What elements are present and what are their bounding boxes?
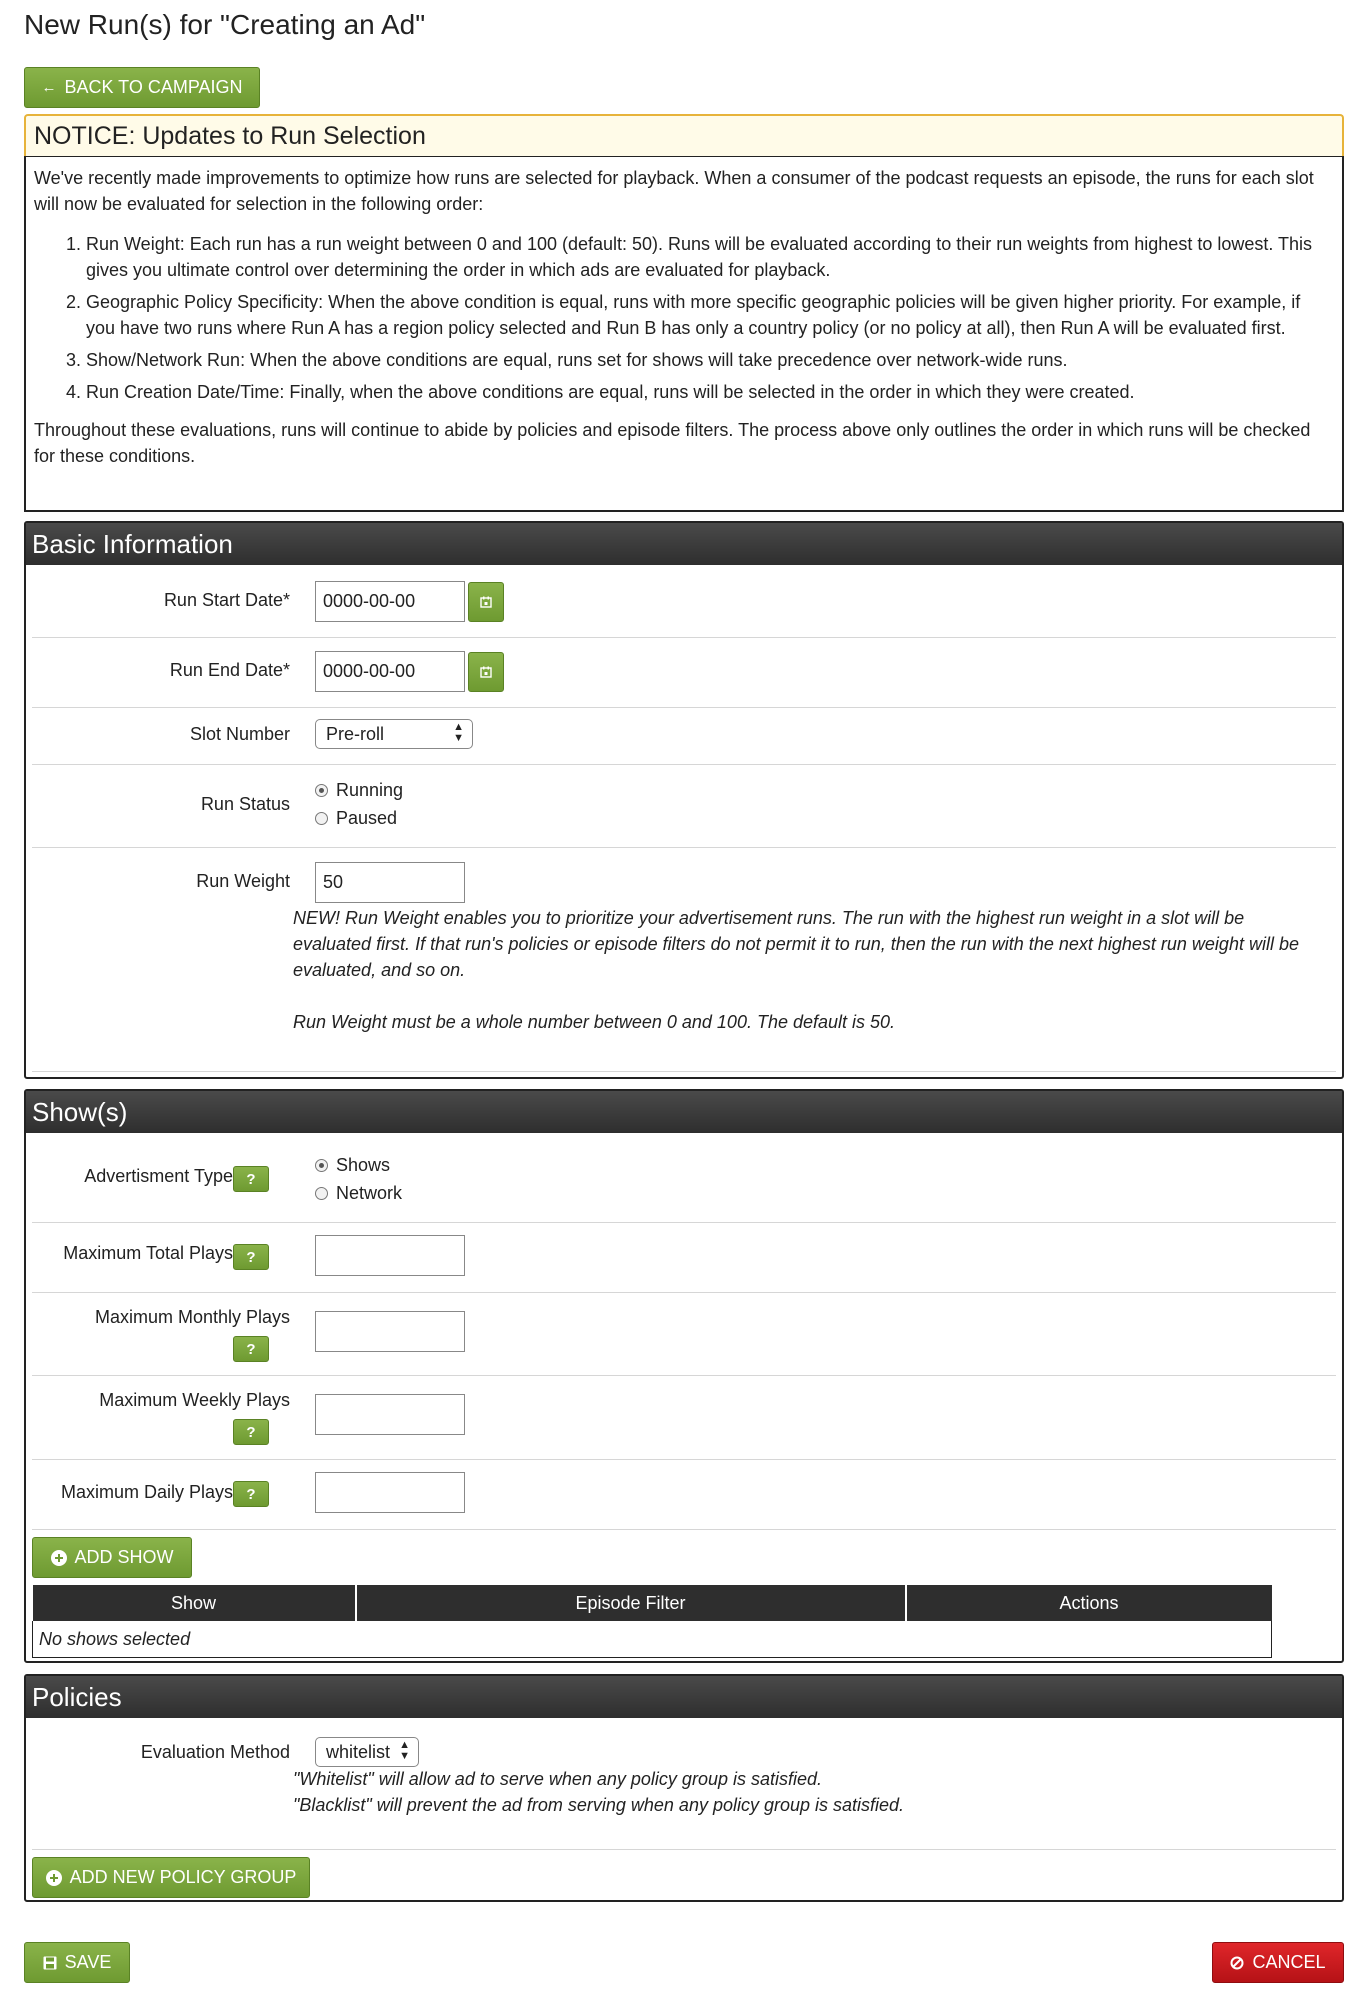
help-icon[interactable]: ? [233,1336,269,1362]
notice-term: Show/Network Run: [86,350,246,370]
run-start-date-label: Run Start Date* [163,590,290,610]
notice-body [24,156,1344,512]
notice-text: When the above condition is equal, runs with more specific geographic policies will be given higher priority. For example, if you have two runs where Run A has a region policy selected and Run B has only a country policy (or no policy at all), then Run A will be evaluated first. [86,292,1301,338]
blacklist-help-text: "Blacklist" will prevent the ad from serving when any policy group is satisfied. [293,1795,905,1815]
list-item [86,289,1334,341]
maximum-daily-plays-input[interactable] [315,1472,465,1513]
list-item [86,347,1334,373]
maximum-monthly-plays-row [32,1292,1336,1376]
radio-label: Paused [336,808,398,828]
back-to-campaign-label: BACK TO CAMPAIGN [64,77,243,97]
calendar-icon[interactable] [468,582,504,622]
run-status-paused-radio[interactable] [315,808,397,829]
back-to-campaign-button[interactable] [24,67,260,108]
help-icon[interactable]: ? [233,1419,269,1445]
notice-term: Run Creation Date/Time: [86,382,285,402]
column-header-show[interactable]: Show [33,1585,356,1621]
shows-panel [24,1089,1344,1663]
radio-label: Running [336,780,404,800]
evaluation-method-label: Evaluation Method [140,1742,290,1762]
advertisement-type-row [32,1135,1336,1223]
maximum-weekly-plays-input[interactable] [315,1394,465,1435]
notice-term: Run Weight: [86,234,185,254]
whitelist-help-text: "Whitelist" will allow ad to serve when any policy group is satisfied. [293,1769,823,1789]
run-status-row [32,764,1336,848]
notice-title: NOTICE: Updates to Run Selection [24,114,1344,156]
notice-outro: Throughout these evaluations, runs will continue to abide by policies and episode filters. The process above only outlines the order in which runs will be checked for these conditions. [34,420,1311,466]
policies-title: Policies [26,1676,1342,1718]
run-weight-help-text: NEW! Run Weight enables you to prioritize your advertisement runs. The run with the highest run weight in a slot will be evaluated first. If that run's policies or episode filters do not permit it to run, then the run with the next highest run weight will be evaluated, and so on. [293,908,1299,980]
radio-label: Network [336,1183,403,1203]
slot-number-row [32,707,1336,765]
table-header-row [33,1585,1272,1621]
select-arrows-icon: ▲ ▼ [453,721,464,744]
maximum-weekly-plays-row [32,1375,1336,1460]
run-weight-row [32,847,1336,1072]
notice-list [34,231,1334,405]
notice-text: Finally, when the above conditions are equal, runs will be selected in the order in which they were created. [284,382,1135,402]
run-weight-range-text: Run Weight must be a whole number between 0 and 100. The default is 50. [293,1012,896,1032]
maximum-daily-plays-row [32,1459,1336,1530]
notice-intro: We've recently made improvements to optimize how runs are selected for playback. When a consumer of the podcast requests an episode, the runs for each slot will now be evaluated for selection in the following order: [34,168,1314,214]
evaluation-method-select[interactable] [315,1737,419,1767]
add-new-policy-group-button[interactable] [32,1857,310,1898]
notice-text: When the above conditions are equal, runs set for shows will take precedence over network-wide runs. [245,350,1068,370]
add-show-button[interactable] [32,1537,192,1578]
radio-selected-icon [315,1159,328,1172]
empty-table-message: No shows selected [33,1621,1272,1658]
run-weight-label: Run Weight [196,871,290,891]
basic-information-title: Basic Information [26,523,1342,565]
run-start-date-row [32,567,1336,638]
evaluation-method-row [32,1720,1336,1850]
evaluation-method-value: whitelist [326,1742,391,1762]
column-header-episode-filter[interactable]: Episode Filter [356,1585,906,1621]
ban-icon [1230,1956,1244,1970]
cancel-label: CANCEL [1252,1952,1326,1972]
maximum-total-plays-label: Maximum Total Plays [63,1243,233,1263]
select-arrows-icon: ▲ ▼ [399,1739,410,1762]
help-icon[interactable]: ? [233,1166,269,1192]
run-weight-input[interactable]: 50 [315,862,465,903]
column-header-actions[interactable]: Actions [906,1585,1272,1621]
plus-circle-icon [51,1550,67,1566]
add-show-label: ADD SHOW [74,1547,174,1567]
radio-unselected-icon [315,1187,328,1200]
notice-term: Geographic Policy Specificity: [86,292,324,312]
maximum-total-plays-input[interactable] [315,1235,465,1276]
help-icon[interactable]: ? [233,1481,269,1507]
save-button[interactable] [24,1942,130,1983]
radio-selected-icon [315,784,328,797]
slot-number-value: Pre-roll [326,724,385,744]
table-row [33,1621,1272,1658]
cancel-button[interactable] [1212,1942,1344,1983]
shows-title: Show(s) [26,1091,1342,1133]
help-icon[interactable]: ? [233,1244,269,1270]
add-new-policy-group-label: ADD NEW POLICY GROUP [69,1867,297,1887]
run-status-running-radio[interactable] [315,780,403,801]
run-end-date-input[interactable]: 0000-00-00 [315,651,465,692]
advertisement-type-shows-radio[interactable] [315,1155,390,1176]
policies-panel [24,1674,1344,1902]
maximum-monthly-plays-label: Maximum Monthly Plays [94,1307,290,1327]
list-item [86,231,1334,283]
maximum-total-plays-row [32,1222,1336,1293]
advertisement-type-label: Advertisment Type [84,1166,233,1186]
run-end-date-row [32,637,1336,708]
page-title: New Run(s) for "Creating an Ad" [24,9,426,40]
notice-text: Each run has a run weight between 0 and 100 (default: 50). Runs will be evaluated according to their run weights from highest to lowest. This gives you ultimate control over determining the order in which ads are evaluated for playback. [86,234,1313,280]
plus-circle-icon [46,1870,62,1886]
calendar-icon[interactable] [468,652,504,692]
shows-table [32,1585,1272,1658]
list-item [86,379,1334,405]
slot-number-select[interactable] [315,719,473,749]
arrow-left-icon: ← [41,79,57,96]
run-end-date-label: Run End Date* [169,660,290,680]
basic-information-panel [24,521,1344,1079]
maximum-weekly-plays-label: Maximum Weekly Plays [99,1390,290,1410]
maximum-daily-plays-label: Maximum Daily Plays [60,1482,233,1502]
slot-number-label: Slot Number [189,724,290,744]
maximum-monthly-plays-input[interactable] [315,1311,465,1352]
radio-label: Shows [336,1155,391,1175]
floppy-disk-icon [43,1956,57,1970]
run-start-date-input[interactable]: 0000-00-00 [315,581,465,622]
advertisement-type-network-radio[interactable] [315,1183,402,1204]
run-status-label: Run Status [200,794,290,814]
radio-unselected-icon [315,812,328,825]
save-label: SAVE [64,1952,112,1972]
